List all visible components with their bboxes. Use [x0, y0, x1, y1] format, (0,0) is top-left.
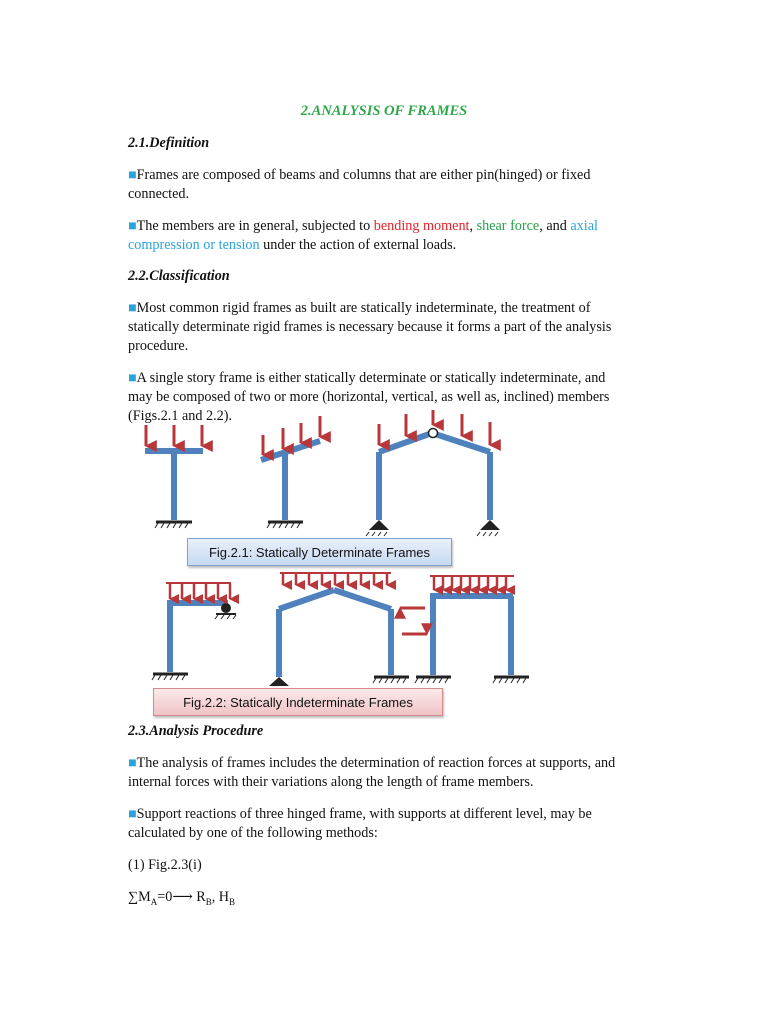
bullet-icon: ■ — [128, 218, 137, 234]
load-arrows — [170, 584, 230, 599]
term-shear-force: shear force — [476, 218, 540, 234]
figure-2-2-drawing — [0, 565, 768, 690]
bullet-icon: ■ — [128, 167, 137, 183]
load-arrows — [434, 577, 506, 590]
term-compression-tension: compression or tension — [128, 237, 260, 253]
paragraph-analysis-2: ■Support reactions of three hinged frame, with supports at different level, may be calculated by one of the following methods: — [128, 806, 592, 841]
frame-three-hinged — [366, 410, 500, 536]
figure-2-2-caption: Fig.2.2: Statically Indeterminate Frames — [153, 688, 443, 716]
frame-portal — [402, 576, 529, 683]
pin-support-icon — [369, 520, 389, 530]
equation: $\sum M_A=0⟶$ $R_B$, $H_B$ — [128, 889, 236, 907]
roller-support-icon — [221, 603, 231, 613]
frame-inclined — [261, 416, 320, 528]
term-axial: axial — [570, 218, 598, 234]
paragraph-definition-2: ■The members are in general, subjected to bending moment, shear force, and axial compression or tension under the action of external loads. — [128, 218, 598, 253]
bullet-icon: ■ — [128, 755, 137, 771]
bullet-icon: ■ — [128, 300, 137, 316]
paragraph-definition-1: ■Frames are composed of beams and columns that are either pin(hinged) or fixed connected. — [128, 167, 591, 202]
figure-2-1-drawing — [0, 410, 768, 540]
pin-support-icon — [480, 520, 500, 530]
frame-propped — [152, 583, 236, 680]
page-title: 2.ANALYSIS OF FRAMES — [300, 103, 468, 119]
section-heading-classification: 2.2.Classification — [128, 268, 230, 284]
load-arrows — [379, 410, 490, 445]
section-heading-definition: 2.1.Definition — [128, 135, 210, 151]
method-label: (1) Fig.2.3(i) — [128, 857, 202, 873]
load-arrows — [283, 574, 387, 585]
figure-2-1-caption: Fig.2.1: Statically Determinate Frames — [187, 538, 452, 566]
frame-t-shaped — [145, 425, 203, 528]
paragraph-classification-1: ■Most common rigid frames as built are statically indeterminate, the treatment of statically determinate rigid frames is necessary because it forms a part of the analysis procedure. — [128, 300, 612, 354]
paragraph-analysis-1: ■The analysis of frames includes the determination of reaction forces at supports, and internal forces with their variations along the length of frame members. — [128, 755, 616, 790]
bullet-icon: ■ — [128, 806, 137, 822]
term-bending-moment: bending moment — [373, 218, 470, 234]
hinge-icon — [429, 429, 438, 438]
load-arrows — [146, 425, 202, 446]
pin-support-icon — [269, 677, 289, 686]
paragraph-classification-2: ■A single story frame is either statically determinate or statically indeterminate, and may be composed of two or more (horizontal, vertical, as well as, inclined) members (Figs.2.1 and 2.2). — [128, 370, 610, 424]
bullet-icon: ■ — [128, 370, 137, 386]
frame-gable — [269, 573, 425, 686]
section-heading-analysis-procedure: 2.3.Analysis Procedure — [128, 723, 264, 739]
